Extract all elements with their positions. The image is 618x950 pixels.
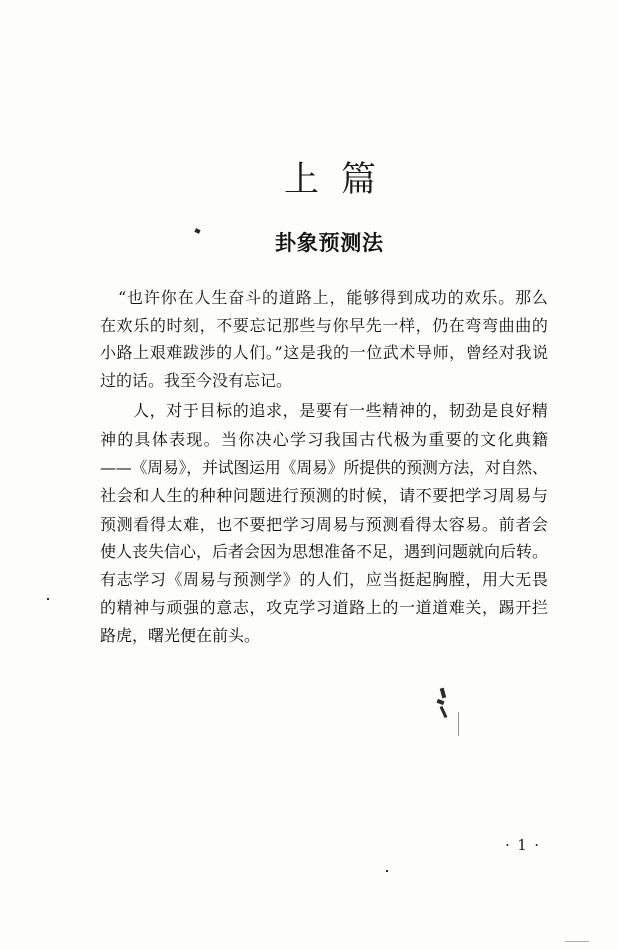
text-line: 的精神与顽强的意志，攻克学习道路上的一道道难关，踢开拦 — [100, 598, 549, 617]
text-line: “也许你在人生奋斗的道路上，能够得到成功的欢乐。那么 — [118, 288, 549, 307]
text-line: 神的具体表现。当你决心学习我国古代极为重要的文化典籍 — [100, 430, 550, 449]
scan-speck — [458, 712, 459, 736]
text-line: 社会和人生的种种问题进行预测的时候，请不要把学习周易与 — [100, 486, 549, 505]
text-line: ——《周易》，并试图运用《周易》所提供的预测方法，对自然、 — [100, 458, 548, 477]
text-line: 过的话。我至今没有忘记。 — [100, 371, 293, 390]
text-line: 预测看得太难，也不要把学习周易与预测看得太容易。前者会 — [100, 515, 549, 534]
scan-speck — [194, 228, 200, 234]
scan-speck — [47, 598, 49, 600]
scan-speck — [440, 706, 448, 718]
scan-speck — [440, 688, 446, 699]
text-line: 有志学习《周易与预测学》的人们，应当挺起胸膛，用大无畏 — [100, 570, 549, 589]
text-line: 使人丧失信心，后者会因为思想准备不足，遇到问题就向后转。 — [100, 542, 549, 561]
scan-speck — [386, 870, 388, 872]
text-line: 路虎，曙光便在前头。 — [100, 626, 261, 645]
text-line: 小路上艰难跋涉的人们。”这是我的一位武术导师，曾经对我说 — [100, 343, 549, 362]
text-line: 在欢乐的时刻，不要忘记那些与你早先一样，仍在弯弯曲曲的 — [100, 316, 549, 335]
section-title: 上 篇 — [284, 160, 382, 200]
page-number: · 1 · — [505, 836, 541, 854]
scan-speck — [437, 699, 445, 705]
text-line: 人，对于目标的追求，是要有一些精神的，韧劲是良好精 — [133, 401, 549, 420]
scan-speck — [565, 941, 589, 942]
chapter-title: 卦象预测法 — [275, 230, 384, 255]
